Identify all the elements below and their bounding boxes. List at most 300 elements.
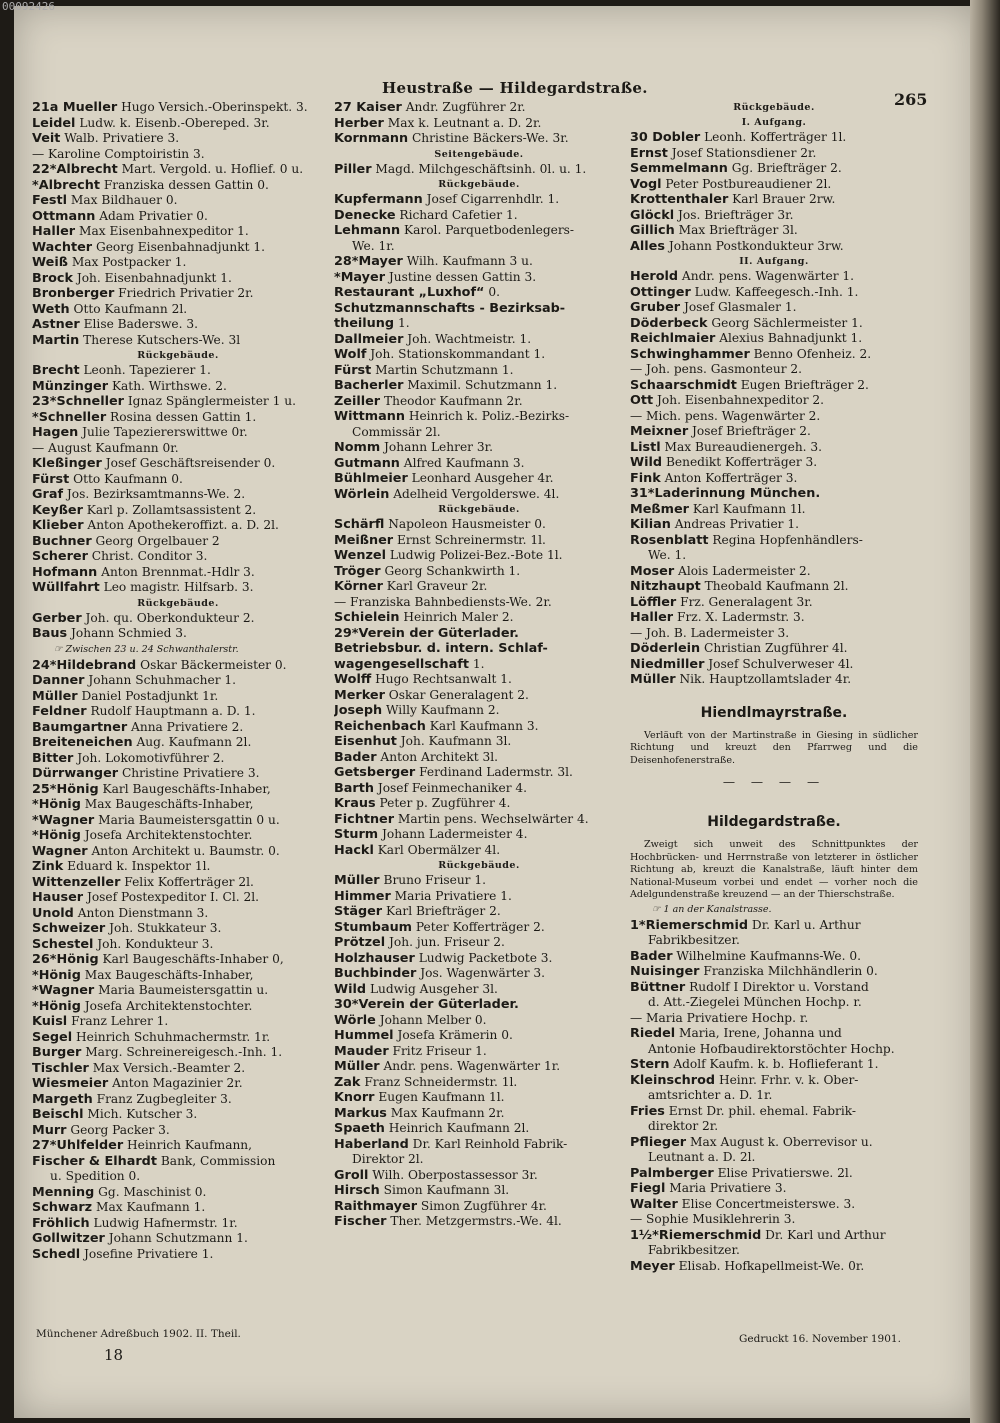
entry-name: Wenzel bbox=[334, 548, 386, 563]
directory-entry bbox=[630, 362, 918, 378]
entry-name: Haberland bbox=[334, 1136, 409, 1152]
entry-details: Johann Melber 0. bbox=[379, 1012, 487, 1027]
entry-name: *Schneller bbox=[32, 409, 107, 425]
directory-entry bbox=[32, 813, 324, 829]
entry-name: Wachter bbox=[32, 239, 93, 255]
entry-name: Rosenblatt bbox=[630, 532, 709, 548]
directory-entry bbox=[32, 1247, 324, 1263]
directory-entry bbox=[32, 472, 324, 488]
entry-details: Josefa Krämerin 0. bbox=[397, 1028, 513, 1042]
entry-name: Holzhauser bbox=[334, 950, 415, 966]
entry-name: Unold bbox=[32, 905, 74, 921]
directory-entry bbox=[334, 873, 624, 889]
directory-entry bbox=[32, 534, 324, 550]
entry-details: Bank, Commission bbox=[160, 1153, 276, 1168]
entry-name: Nuisinger bbox=[630, 964, 700, 979]
entry-name: Haller bbox=[630, 610, 674, 625]
entry-details: Anton Dienstmann 3. bbox=[77, 905, 209, 920]
entry-name: Herber bbox=[334, 115, 384, 131]
entry-details: Elise Baderswe. 3. bbox=[83, 317, 198, 331]
entry-details: Frz. X. Ladermstr. 3. bbox=[676, 610, 805, 624]
entry-name: Glöckl bbox=[630, 207, 675, 223]
directory-entry bbox=[334, 935, 624, 951]
directory-entry bbox=[32, 1200, 324, 1216]
entry-details: Mart. Vergold. u. Hoflief. 0 u. bbox=[121, 162, 304, 176]
entry-name: *Hönig bbox=[32, 967, 81, 983]
directory-entry bbox=[334, 781, 624, 797]
entry-details: Max Kaufmann 2r. bbox=[390, 1105, 505, 1120]
entry-details: Christ. Conditor 3. bbox=[91, 549, 208, 563]
entry-name: Tischler bbox=[32, 1060, 89, 1076]
directory-entry bbox=[630, 672, 918, 688]
entry-name: Spaeth bbox=[334, 1121, 385, 1136]
entry-name: Hummel bbox=[334, 1028, 394, 1043]
entry-name: *Wagner bbox=[32, 983, 95, 998]
entry-details: — August Kaufmann 0r. bbox=[32, 440, 179, 455]
entry-details: Heinrich Maler 2. bbox=[403, 610, 514, 624]
entry-name: Knorr bbox=[334, 1090, 375, 1105]
directory-entry bbox=[334, 116, 624, 132]
entry-name: Müller bbox=[334, 873, 380, 888]
entry-name: Müller bbox=[630, 672, 676, 687]
entry-details: Max Baugeschäfts-Inhaber, bbox=[84, 967, 254, 982]
entry-details: Max Postpacker 1. bbox=[71, 255, 187, 269]
directory-entry bbox=[334, 363, 624, 379]
directory-entry bbox=[334, 533, 624, 549]
entry-details: Karl Obermälzer 4l. bbox=[377, 842, 501, 857]
entry-name: Moser bbox=[630, 563, 675, 579]
entry-name: Gerber bbox=[32, 610, 82, 626]
directory-entry bbox=[334, 904, 624, 920]
directory-entry bbox=[334, 564, 624, 580]
entry-name: 21a Mueller bbox=[32, 100, 118, 115]
entry-details: Friedrich Privatier 2r. bbox=[118, 286, 254, 300]
entry-name: Weiß bbox=[32, 255, 68, 270]
entry-details: Benno Ofenheiz. 2. bbox=[753, 346, 872, 361]
entry-details: 0. bbox=[488, 285, 500, 299]
entry-continuation: direktor 2r. bbox=[648, 1119, 719, 1133]
entry-name: Vogl bbox=[630, 176, 662, 192]
entry-details: 1. bbox=[472, 656, 485, 671]
directory-entry bbox=[334, 719, 624, 735]
entry-details: Martin pens. Wechselwärter 4. bbox=[397, 811, 589, 826]
directory-entry bbox=[334, 548, 624, 564]
entry-details: Maximil. Schutzmann 1. bbox=[407, 378, 558, 392]
entry-name: Festl bbox=[32, 193, 68, 208]
entry-continuation: Commissär 2l. bbox=[352, 424, 441, 439]
entry-name: Buchbinder bbox=[334, 966, 417, 981]
entry-name: Wagner bbox=[32, 843, 88, 859]
entry-details: Maria Baumeistersgattin 0 u. bbox=[98, 812, 280, 827]
entry-details: Max Bildhauer 0. bbox=[70, 193, 178, 207]
entry-details: Elise Privatierswe. 2l. bbox=[717, 1165, 853, 1180]
directory-entry bbox=[334, 734, 624, 750]
entry-name: 29*Verein der Güterlader. bbox=[334, 625, 519, 641]
entry-details: Christine Privatiere 3. bbox=[121, 766, 260, 780]
entry-details: Johann Schuhmacher 1. bbox=[88, 673, 237, 687]
entry-details: Max Kaufmann 1. bbox=[96, 1200, 206, 1214]
entry-continuation: We. 1r. bbox=[352, 238, 395, 253]
directory-entry bbox=[32, 611, 324, 627]
directory-entry bbox=[32, 1061, 324, 1077]
directory-entry bbox=[334, 285, 624, 301]
entry-name: Baumgartner bbox=[32, 719, 128, 735]
entry-details: Heinrich Kaufmann, bbox=[127, 1138, 253, 1152]
entry-name: Gruber bbox=[630, 300, 681, 315]
entry-details: Karl Kaufmann 1l. bbox=[692, 501, 806, 516]
entry-details: Marg. Schreinereigesch.-Inh. 1. bbox=[85, 1045, 283, 1059]
entry-continuation: Leutnant a. D. 2l. bbox=[648, 1150, 756, 1164]
entry-details: Rosina dessen Gattin 1. bbox=[110, 409, 257, 424]
street-description: Zweigt sich unweit des Schnittpunktes der Hochbrücken- und Herrnstraße von letzterer in östlicher Richtung ab, kreuzt die Kanalstraße, läuft hinter dem National-Museum vorbei und endet — vorher noch die Adelgundenstraße kreuzend — an der Thierschstraße. bbox=[630, 839, 918, 900]
entry-name: Meißner bbox=[334, 532, 394, 548]
directory-entry bbox=[630, 964, 918, 980]
directory-entry bbox=[630, 471, 918, 487]
directory-entry bbox=[32, 720, 324, 736]
entry-details: Johann Schmied 3. bbox=[71, 626, 187, 640]
entry-details: Franziska dessen Gattin 0. bbox=[103, 177, 269, 192]
entry-name: Stern bbox=[630, 1057, 670, 1072]
directory-entry bbox=[32, 178, 324, 194]
entry-name: Müller bbox=[32, 688, 78, 704]
entry-name: Sturm bbox=[334, 827, 379, 842]
directory-entry bbox=[630, 564, 918, 580]
entry-name: Nomm bbox=[334, 440, 381, 455]
entry-name: Wolff bbox=[334, 672, 372, 687]
directory-entry bbox=[32, 565, 324, 581]
entry-name: Listl bbox=[630, 439, 661, 455]
entry-name: Riedel bbox=[630, 1026, 676, 1041]
entry-name: Betriebsbur. d. intern. Schlaf- bbox=[334, 641, 548, 656]
directory-entry bbox=[334, 301, 624, 317]
directory-entry bbox=[630, 980, 918, 996]
section-label: Rückgebäude. bbox=[438, 504, 520, 515]
entry-name: Barth bbox=[334, 780, 374, 796]
entry-details: Josef Briefträger 2. bbox=[692, 424, 811, 438]
entry-name: Kleßinger bbox=[32, 456, 102, 471]
directory-entry bbox=[32, 751, 324, 767]
directory-entry bbox=[334, 672, 624, 688]
entry-name: Schestel bbox=[32, 936, 94, 952]
footer-print-date: Gedruckt 16. November 1901. bbox=[739, 1333, 901, 1345]
entry-name: Büttner bbox=[630, 979, 686, 995]
directory-entry bbox=[630, 1073, 918, 1089]
entry-details: Anton Magazinier 2r. bbox=[112, 1076, 243, 1090]
directory-entry bbox=[630, 300, 918, 316]
entry-details: Josef Cigarrenhdlr. 1. bbox=[426, 192, 560, 206]
entry-name: Tröger bbox=[334, 563, 381, 579]
entry-details: Anton Brennmat.-Hdlr 3. bbox=[101, 564, 255, 579]
directory-entry bbox=[334, 688, 624, 704]
directory-entry bbox=[334, 409, 624, 425]
entry-details: Dr. Karl und Arthur bbox=[765, 1227, 886, 1242]
entry-details: Anton Apothekeroffizt. a. D. 2l. bbox=[87, 518, 279, 532]
entry-name: Gollwitzer bbox=[32, 1231, 105, 1246]
entry-name: Wittmann bbox=[334, 409, 405, 424]
entry-details: Max Baugeschäfts-Inhaber, bbox=[84, 797, 254, 811]
entry-name: Alles bbox=[630, 238, 665, 254]
entry-name: Leidel bbox=[32, 115, 76, 131]
entry-continuation: u. Spedition 0. bbox=[50, 1169, 141, 1183]
entry-name: 27 Kaiser bbox=[334, 100, 402, 115]
directory-entry bbox=[32, 704, 324, 720]
footer-sheet-number: 18 bbox=[104, 1346, 124, 1364]
entry-name: Prötzel bbox=[334, 935, 386, 950]
entry-name: Graf bbox=[32, 487, 64, 502]
entry-name: Markus bbox=[334, 1105, 387, 1121]
directory-entry bbox=[32, 209, 324, 225]
section-label: Rückgebäude. bbox=[137, 350, 219, 361]
entry-details: Adam Privatier 0. bbox=[99, 208, 208, 223]
entry-details: Julie Tapeziererswittwe 0r. bbox=[82, 425, 248, 439]
directory-entry bbox=[32, 224, 324, 240]
entry-details: Dr. Karl u. Arthur bbox=[751, 917, 861, 932]
directory-entry bbox=[334, 920, 624, 936]
entry-details: Karol. Parquetbodenlegers- bbox=[404, 223, 575, 237]
entry-name: Herold bbox=[630, 269, 679, 284]
directory-entry bbox=[334, 162, 624, 178]
directory-entry bbox=[32, 441, 324, 457]
directory-entry bbox=[32, 859, 324, 875]
entry-name: Astner bbox=[32, 317, 80, 332]
entry-details: Benedikt Kofferträger 3. bbox=[665, 455, 818, 469]
directory-entry bbox=[630, 1104, 918, 1120]
street-description: Verläuft von der Martinstraße in Giesing in südlicher Richtung und kreuzt den Pfarrweg und die Deisenhofenerstraße. bbox=[630, 729, 918, 766]
entry-details: Ferdinand Ladermstr. 3l. bbox=[419, 765, 573, 779]
entry-details: Josef Postexpeditor I. Cl. 2l. bbox=[86, 890, 260, 904]
entry-details: Theobald Kaufmann 2l. bbox=[704, 579, 849, 593]
entry-name: Ottmann bbox=[32, 208, 96, 224]
entry-name: Fries bbox=[630, 1103, 665, 1119]
directory-entry bbox=[630, 393, 918, 409]
directory-entry bbox=[630, 949, 918, 965]
directory-entry bbox=[334, 131, 624, 147]
entry-details: Max August k. Oberrevisor u. bbox=[689, 1134, 873, 1149]
entry-name: Klieber bbox=[32, 518, 84, 533]
entry-details: Adelheid Vergolderswe. 4l. bbox=[393, 486, 560, 501]
entry-details: Bruno Friseur 1. bbox=[383, 873, 487, 887]
entry-details: Heinrich Kaufmann 2l. bbox=[388, 1121, 530, 1135]
entry-details: Ludwig Packetbote 3. bbox=[418, 950, 553, 965]
entry-name: 30 Dobler bbox=[630, 130, 701, 145]
entry-details: Maria Privatiere 1. bbox=[394, 888, 512, 903]
directory-entry bbox=[32, 131, 324, 147]
entry-details: Johann Postkondukteur 3rw. bbox=[668, 238, 844, 253]
directory-entry bbox=[630, 1057, 918, 1073]
entry-details: Otto Kaufmann 0. bbox=[73, 471, 183, 486]
entry-name: Zeiller bbox=[334, 393, 381, 409]
entry-name: Wild bbox=[630, 455, 663, 470]
entry-details: Peter Kofferträger 2. bbox=[415, 919, 545, 934]
entry-name: Hagen bbox=[32, 425, 79, 440]
directory-entry bbox=[334, 657, 624, 673]
directory-entry bbox=[334, 1090, 624, 1106]
entry-name: Fichtner bbox=[334, 811, 395, 827]
entry-details: Johann Schutzmann 1. bbox=[108, 1231, 248, 1245]
directory-entry bbox=[630, 192, 918, 208]
directory-entry bbox=[630, 610, 918, 626]
directory-entry bbox=[32, 240, 324, 256]
entry-name: Scherer bbox=[32, 549, 88, 564]
entry-name: Weth bbox=[32, 301, 70, 317]
entry-name: Dallmeier bbox=[334, 331, 404, 347]
entry-name: Piller bbox=[334, 161, 372, 177]
entry-details: Josef Stationsdiener 2r. bbox=[671, 145, 817, 160]
entry-name: Buchner bbox=[32, 533, 92, 549]
entry-name: Schweizer bbox=[32, 921, 106, 936]
directory-entry bbox=[32, 875, 324, 891]
entry-name: *Wagner bbox=[32, 812, 95, 828]
directory-entry bbox=[32, 363, 324, 379]
directory-entry bbox=[630, 486, 918, 502]
entry-details: Max Briefträger 3l. bbox=[678, 223, 798, 237]
entry-details: Adolf Kaufm. k. b. Hoflieferant 1. bbox=[673, 1057, 879, 1071]
entry-details: Jos. Briefträger 3r. bbox=[678, 207, 794, 222]
entry-name: Gutmann bbox=[334, 455, 400, 471]
page-number: 265 bbox=[894, 90, 928, 109]
entry-name: 26*Hönig bbox=[32, 952, 99, 967]
directory-entry bbox=[32, 193, 324, 209]
entry-details: Johann Lehrer 3r. bbox=[384, 440, 493, 454]
entry-details: Otto Kaufmann 2l. bbox=[73, 301, 188, 316]
directory-entry bbox=[32, 1107, 324, 1123]
directory-entry bbox=[334, 192, 624, 208]
directory-entry bbox=[32, 1030, 324, 1046]
directory-entry bbox=[630, 223, 918, 239]
entry-name: 31*Laderinnung München. bbox=[630, 486, 821, 501]
entry-details: Josef Geschäftsreisender 0. bbox=[105, 456, 276, 470]
entry-details: Leonhard Ausgeher 4r. bbox=[411, 471, 554, 485]
entry-name: Beischl bbox=[32, 1107, 84, 1122]
directory-entry bbox=[32, 425, 324, 441]
entry-details: Mich. Kutscher 3. bbox=[87, 1107, 198, 1121]
directory-entry bbox=[334, 843, 624, 859]
entry-details: Max Bureaudienergeh. 3. bbox=[664, 439, 823, 454]
entry-name: 30*Verein der Güterlader. bbox=[334, 997, 519, 1012]
directory-entry bbox=[334, 1168, 624, 1184]
entry-details: Nik. Hauptzollamtslader 4r. bbox=[679, 672, 852, 686]
directory-entry bbox=[630, 657, 918, 673]
section-label: I. Aufgang. bbox=[741, 117, 807, 128]
section-label: Rückgebäude. bbox=[733, 102, 815, 113]
entry-name: Reichlmaier bbox=[630, 331, 716, 346]
entry-name: wagengesellschaft bbox=[334, 656, 469, 672]
entry-name: Bacherler bbox=[334, 378, 404, 393]
directory-entry bbox=[334, 1199, 624, 1215]
directory-entry bbox=[32, 983, 324, 999]
directory-entry bbox=[334, 1075, 624, 1091]
entry-name: Bader bbox=[334, 749, 377, 765]
entry-details: Oskar Generalagent 2. bbox=[388, 687, 529, 702]
entry-name: Veit bbox=[32, 131, 61, 146]
directory-entry bbox=[32, 844, 324, 860]
directory-entry bbox=[32, 1154, 324, 1170]
entry-name: Hirsch bbox=[334, 1183, 380, 1198]
entry-name: Ott bbox=[630, 393, 654, 408]
entry-name: Mauder bbox=[334, 1043, 389, 1059]
entry-name: Wüllfahrt bbox=[32, 580, 100, 595]
directory-entry bbox=[630, 1228, 918, 1244]
directory-entry bbox=[334, 966, 624, 982]
directory-entry bbox=[334, 378, 624, 394]
entry-name: Fürst bbox=[32, 471, 70, 487]
entry-details: Peter Postbureaudiener 2l. bbox=[665, 176, 832, 191]
entry-details: Ludwig Hafnermstr. 1r. bbox=[93, 1215, 238, 1230]
footer-book-title: Münchener Adreßbuch 1902. II. Theil. bbox=[36, 1328, 241, 1340]
cross-reference-note: ☞ 1 an der Kanalstrasse. bbox=[652, 903, 772, 915]
directory-entry bbox=[334, 951, 624, 967]
directory-entry bbox=[32, 116, 324, 132]
entry-details: Richard Cafetier 1. bbox=[399, 207, 518, 222]
directory-entry bbox=[32, 394, 324, 410]
directory-entry bbox=[32, 410, 324, 426]
entry-details: Andr. Zugführer 2r. bbox=[405, 100, 526, 114]
directory-entry bbox=[334, 223, 624, 239]
directory-entry bbox=[334, 394, 624, 410]
entry-details: Joh. Eisenbahnexpeditor 2. bbox=[657, 393, 825, 407]
entry-details: Joh. Kondukteur 3. bbox=[97, 936, 214, 951]
directory-entry bbox=[32, 487, 324, 503]
entry-name: Bader bbox=[630, 948, 673, 964]
entry-details: Joh. Eisenbahnadjunkt 1. bbox=[76, 270, 232, 285]
column-right bbox=[630, 100, 918, 1274]
entry-continuation: Fabrikbesitzer. bbox=[648, 1243, 740, 1257]
directory-entry bbox=[630, 626, 918, 642]
entry-details: Peter p. Zugführer 4. bbox=[379, 796, 511, 810]
directory-entry bbox=[630, 641, 918, 657]
entry-details: Ludw. k. Eisenb.-Obereped. 3r. bbox=[79, 115, 270, 130]
directory-entry bbox=[32, 549, 324, 565]
entry-name: Zink bbox=[32, 859, 64, 874]
section-label: Rückgebäude. bbox=[137, 597, 219, 609]
directory-entry bbox=[334, 796, 624, 812]
directory-entry bbox=[334, 1183, 624, 1199]
directory-entry bbox=[32, 162, 324, 178]
entry-name: Himmer bbox=[334, 888, 391, 904]
entry-name: Ernst bbox=[630, 145, 668, 161]
entry-details: 1. bbox=[397, 316, 410, 330]
directory-entry bbox=[630, 918, 918, 934]
directory-entry bbox=[32, 100, 324, 116]
entry-details: Jos. Wagenwärter 3. bbox=[420, 966, 546, 980]
entry-name: Wittenzeller bbox=[32, 874, 121, 890]
entry-details: Georg Sächlermeister 1. bbox=[711, 315, 863, 330]
entry-name: 22*Albrecht bbox=[32, 162, 118, 177]
section-label: Rückgebäude. bbox=[438, 860, 520, 871]
entry-details: Georg Eisenbahnadjunkt 1. bbox=[95, 239, 265, 254]
directory-entry bbox=[32, 333, 324, 349]
directory-entry bbox=[334, 1106, 624, 1122]
directory-entry bbox=[630, 177, 918, 193]
entry-name: Breiteneichen bbox=[32, 735, 133, 750]
entry-name: Bronberger bbox=[32, 286, 115, 301]
directory-entry bbox=[334, 750, 624, 766]
entry-details: Andreas Privatier 1. bbox=[674, 517, 800, 531]
entry-name: Niedmiller bbox=[630, 656, 705, 672]
directory-entry bbox=[32, 1138, 324, 1154]
entry-name: Baus bbox=[32, 626, 68, 641]
directory-entry bbox=[334, 982, 624, 998]
entry-name: Walter bbox=[630, 1196, 678, 1212]
directory-entry bbox=[32, 518, 324, 534]
entry-name: Pflieger bbox=[630, 1134, 687, 1150]
entry-details: Joh. qu. Oberkondukteur 2. bbox=[85, 610, 255, 625]
entry-details: Aug. Kaufmann 2l. bbox=[136, 735, 252, 749]
entry-details: Leo magistr. Hilfsarb. 3. bbox=[103, 580, 254, 594]
directory-entry bbox=[32, 1185, 324, 1201]
entry-details: Franziska Milchhändlerin 0. bbox=[703, 964, 878, 978]
entry-details: Ernst Schreinermstr. 1l. bbox=[396, 532, 546, 547]
